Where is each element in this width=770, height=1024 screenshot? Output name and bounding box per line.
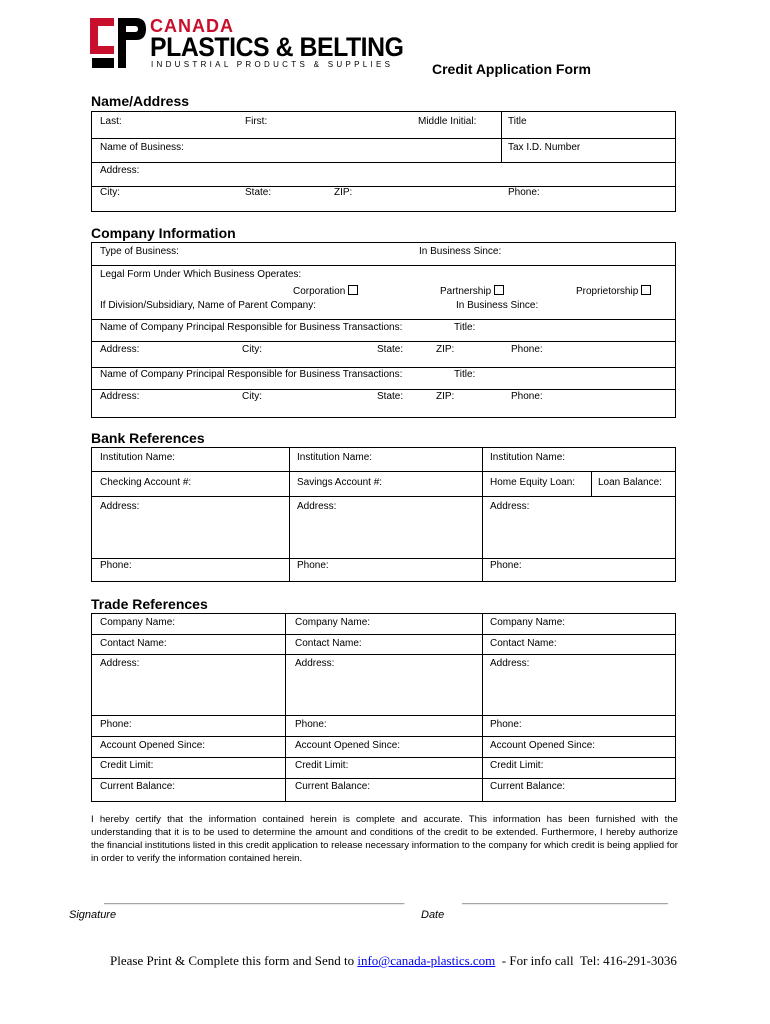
trade-1-phone-field[interactable]: Phone: xyxy=(100,719,132,730)
name-address-box xyxy=(91,111,676,212)
bank-refs-box xyxy=(91,447,676,582)
bank-3-address-field[interactable]: Address: xyxy=(490,501,530,512)
in-business-since-field[interactable]: In Business Since: xyxy=(419,246,502,257)
trade-3-opened-field[interactable]: Account Opened Since: xyxy=(490,740,596,751)
date-label: Date xyxy=(421,909,445,921)
trade-3-credit-limit-field[interactable]: Credit Limit: xyxy=(490,760,544,771)
bank-1-institution-field[interactable]: Institution Name: xyxy=(100,452,176,463)
principal-2-field[interactable]: Name of Company Principal Responsible for Business Transactions: xyxy=(100,369,403,380)
state-field[interactable]: State: xyxy=(245,187,272,198)
corporation-checkbox[interactable] xyxy=(348,285,358,295)
section-heading-bank-refs: Bank References xyxy=(91,430,205,446)
trade-1-address-field[interactable]: Address: xyxy=(100,658,140,669)
trade-2-contact-field[interactable]: Contact Name: xyxy=(295,638,362,649)
email-link[interactable]: info@canada-plastics.com xyxy=(357,953,496,968)
trade-1-credit-limit-field[interactable]: Credit Limit: xyxy=(100,760,154,771)
signature-line[interactable]: ______________________________________________________ xyxy=(104,894,405,905)
bank-1-address-field[interactable]: Address: xyxy=(100,501,140,512)
trade-2-credit-limit-field[interactable]: Credit Limit: xyxy=(295,760,349,771)
form-title: Credit Application Form xyxy=(432,61,591,77)
brand-line-canada: CANADA xyxy=(150,16,234,36)
section-heading-company-info: Company Information xyxy=(91,225,236,241)
partnership-option[interactable] xyxy=(440,285,504,297)
bank-2-institution-field[interactable]: Institution Name: xyxy=(297,452,373,463)
date-line[interactable]: _____________________________________ xyxy=(462,894,668,905)
first-name-field[interactable]: First: xyxy=(245,116,268,127)
principal-2-address-field[interactable]: Address: xyxy=(100,391,140,402)
trade-2-balance-field[interactable]: Current Balance: xyxy=(295,781,371,792)
signature-label: Signature xyxy=(69,909,117,921)
partnership-label: Partnership xyxy=(440,286,492,297)
principal-1-state-field[interactable]: State: xyxy=(377,344,404,355)
trade-1-company-field[interactable]: Company Name: xyxy=(100,617,176,628)
city-field[interactable]: City: xyxy=(100,187,120,198)
parent-in-business-since-field[interactable]: In Business Since: xyxy=(456,300,539,311)
trade-3-phone-field[interactable]: Phone: xyxy=(490,719,522,730)
business-name-field[interactable]: Name of Business: xyxy=(100,142,184,153)
bank-3-institution-field[interactable]: Institution Name: xyxy=(490,452,566,463)
principal-1-phone-field[interactable]: Phone: xyxy=(511,344,543,355)
trade-3-company-field[interactable]: Company Name: xyxy=(490,617,566,628)
zip-field[interactable]: ZIP: xyxy=(334,187,353,198)
trade-2-phone-field[interactable]: Phone: xyxy=(295,719,327,730)
bank-1-phone-field[interactable]: Phone: xyxy=(100,560,132,571)
principal-1-title-field[interactable]: Title: xyxy=(454,322,476,333)
bank-3-phone-field[interactable]: Phone: xyxy=(490,560,522,571)
trade-2-company-field[interactable]: Company Name: xyxy=(295,617,371,628)
trade-2-address-field[interactable]: Address: xyxy=(295,658,335,669)
footer-phone: - For info call Tel: 416-291-3036 xyxy=(495,953,677,968)
trade-3-contact-field[interactable]: Contact Name: xyxy=(490,638,557,649)
middle-initial-field[interactable]: Middle Initial: xyxy=(418,116,477,127)
trade-refs-box xyxy=(91,613,676,802)
trade-1-opened-field[interactable]: Account Opened Since: xyxy=(100,740,206,751)
checking-account-field[interactable]: Checking Account #: xyxy=(100,477,192,488)
proprietorship-label: Proprietorship xyxy=(576,286,639,297)
trade-1-balance-field[interactable]: Current Balance: xyxy=(100,781,176,792)
last-name-field[interactable]: Last: xyxy=(100,116,122,127)
trade-2-opened-field[interactable]: Account Opened Since: xyxy=(295,740,401,751)
bank-2-address-field[interactable]: Address: xyxy=(297,501,337,512)
company-info-box xyxy=(91,242,676,418)
brand-tagline: INDUSTRIAL PRODUCTS & SUPPLIES xyxy=(151,60,394,69)
address-field[interactable]: Address: xyxy=(100,165,140,176)
type-of-business-field[interactable]: Type of Business: xyxy=(100,246,179,257)
trade-3-balance-field[interactable]: Current Balance: xyxy=(490,781,566,792)
company-logo xyxy=(84,14,148,72)
proprietorship-checkbox[interactable] xyxy=(641,285,651,295)
principal-1-field[interactable]: Name of Company Principal Responsible for Business Transactions: xyxy=(100,322,403,333)
footer-instructions xyxy=(110,953,677,969)
bank-2-phone-field[interactable]: Phone: xyxy=(297,560,329,571)
principal-1-city-field[interactable]: City: xyxy=(242,344,262,355)
title-field[interactable]: Title xyxy=(508,116,527,127)
home-equity-loan-field[interactable]: Home Equity Loan: xyxy=(490,477,576,488)
brand-line-name: PLASTICS & BELTING xyxy=(150,32,404,62)
principal-2-city-field[interactable]: City: xyxy=(242,391,262,402)
certification-text: I hereby certify that the information contained herein is complete and accurate. This information has been furnished with the understanding that it is to be used to determine the amount and conditions of the credit to be extended. Furthermore, I hereby authorize the financial institutions listed in this credit application to release necessary information to the company for which credit is being applied for in order to verify the information contained herein. xyxy=(91,814,678,864)
loan-balance-field[interactable]: Loan Balance: xyxy=(598,477,662,488)
principal-2-title-field[interactable]: Title: xyxy=(454,369,476,380)
phone-field[interactable]: Phone: xyxy=(508,187,540,198)
principal-1-address-field[interactable]: Address: xyxy=(100,344,140,355)
corporation-label: Corporation xyxy=(293,286,346,297)
principal-2-phone-field[interactable]: Phone: xyxy=(511,391,543,402)
trade-3-address-field[interactable]: Address: xyxy=(490,658,530,669)
partnership-checkbox[interactable] xyxy=(494,285,504,295)
parent-company-field[interactable]: If Division/Subsidiary, Name of Parent Company: xyxy=(100,300,317,311)
legal-form-label: Legal Form Under Which Business Operates: xyxy=(100,269,302,280)
principal-1-zip-field[interactable]: ZIP: xyxy=(436,344,455,355)
section-heading-name-address: Name/Address xyxy=(91,93,190,109)
principal-2-state-field[interactable]: State: xyxy=(377,391,404,402)
footer-prefix: Please Print & Complete this form and Send to xyxy=(110,953,358,968)
section-heading-trade-refs: Trade References xyxy=(91,596,208,612)
savings-account-field[interactable]: Savings Account #: xyxy=(297,477,383,488)
trade-1-contact-field[interactable]: Contact Name: xyxy=(100,638,167,649)
proprietorship-option[interactable] xyxy=(576,285,651,297)
tax-id-field[interactable]: Tax I.D. Number xyxy=(508,142,581,153)
principal-2-zip-field[interactable]: ZIP: xyxy=(436,391,455,402)
corporation-option[interactable] xyxy=(293,285,358,297)
